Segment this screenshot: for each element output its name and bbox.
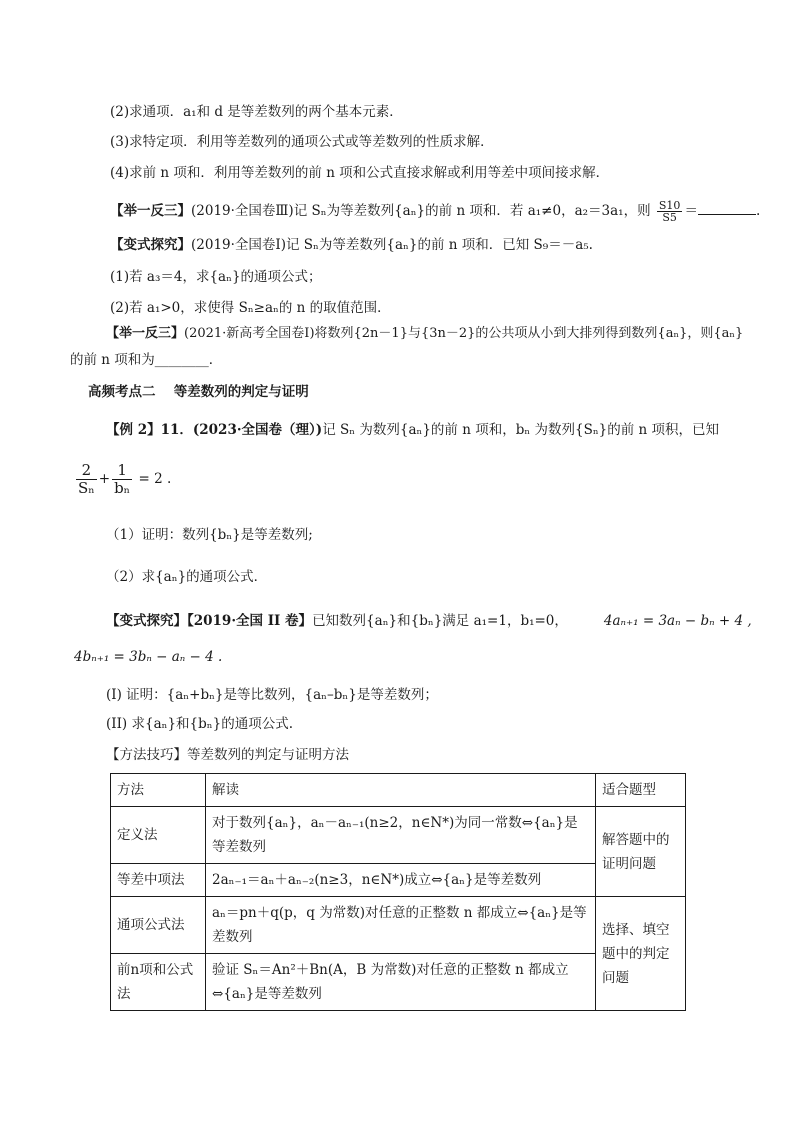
variant-label: 【变式探究】	[110, 237, 191, 253]
example-text: 记 Sₙ 为数列{aₙ}的前 n 项和，bₙ 为数列{Sₙ}的前 n 项积，已知	[322, 422, 720, 438]
variant-2	[106, 612, 752, 630]
practice-2-line2: 的前 n 项和为________．	[70, 352, 223, 368]
answer-blank	[698, 202, 756, 215]
fraction-numerator: 2	[76, 462, 97, 480]
practice-label: 【举一反三】	[106, 326, 185, 341]
desc-cell: 验证 Sₙ＝An²＋Bn(A，B 为常数)对任意的正整数 n 都成立⇔{aₙ}是等差数列	[206, 954, 596, 1011]
recurrence-a: 4aₙ₊₁ = 3aₙ − bₙ + 4 ,	[603, 613, 752, 629]
fraction-1-bn	[112, 462, 132, 497]
tips-title: 【方法技巧】等差数列的判定与证明方法	[106, 747, 349, 763]
type-cell: 选择、填空题中的判定问题	[596, 897, 686, 1011]
example-2-q2: （2）求{aₙ}的通项公式．	[106, 569, 268, 585]
table-row	[111, 897, 686, 954]
variant-2-q2: (II) 求{aₙ}和{bₙ}的通项公式.	[106, 716, 294, 732]
step-3: (3)求特定项．利用等差数列的通项公式或等差数列的性质求解．	[110, 134, 494, 150]
fraction-denominator: Sₙ	[78, 479, 95, 497]
method-cell: 等差中项法	[111, 864, 206, 897]
practice-2	[106, 325, 743, 343]
practice-1: 【举一反三】(2019·全国卷Ⅲ)记 Sₙ为等差数列{aₙ}的前 n 项和．若 a₁≠0，a₂＝3a₁，则 $\frac{S10}{S5}$ ＝ .	[110, 199, 761, 224]
variant-1-q2: (2)若 a₁>0，求使得 Sₙ≥aₙ的 n 的取值范围．	[110, 300, 391, 316]
table-row	[111, 807, 686, 864]
plus-sign: +	[98, 471, 111, 487]
example-2-q1: （1）证明：数列{bₙ}是等差数列;	[106, 527, 313, 543]
method-table	[110, 773, 686, 1011]
fraction-2-sn	[76, 462, 97, 497]
fraction-numerator: S10	[658, 199, 681, 212]
step-2: (2)求通项．a₁和 d 是等差数列的两个基本元素．	[110, 104, 403, 120]
example-2-condition	[74, 462, 171, 497]
method-cell: 定义法	[111, 807, 206, 864]
fraction-numerator: 1	[112, 462, 132, 480]
fraction-s10-s5	[657, 200, 683, 223]
desc-cell: aₙ＝pn＋q(p，q 为常数)对任意的正整数 n 都成立⇔{aₙ}是等差数列	[206, 897, 596, 954]
recurrence-b	[74, 648, 222, 666]
desc-cell: 2aₙ₋₁＝aₙ＋aₙ₋₂(n≥3，n∈N*)成立⇔{aₙ}是等差数列	[206, 864, 596, 897]
header-method: 方法	[111, 774, 206, 807]
header-type: 适合题型	[596, 774, 686, 807]
example-label: 【例 2】11．(2023·全国卷（理）)	[106, 422, 323, 438]
equals-sign: ＝	[684, 203, 698, 219]
practice-text: (2021·新高考全国卷Ⅰ)将数列{2n－1}与{3n－2}的公共项从小到大排列得到数列{aₙ}，则{aₙ}	[184, 326, 744, 341]
step-4: (4)求前 n 项和．利用等差数列的前 n 项和公式直接求解或利用等差中项间接求解．	[110, 165, 610, 181]
variant-2-q1: (I) 证明：{aₙ+bₙ}是等比数列，{aₙ–bₙ}是等差数列；	[106, 687, 438, 703]
recurrence-b-text: 4bₙ₊₁ = 3bₙ − aₙ − 4 .	[74, 649, 223, 665]
fraction-denominator: bₙ	[114, 479, 131, 497]
equation-tail: = 2 .	[138, 471, 172, 487]
variant-1-q1: (1)若 a₃＝4，求{aₙ}的通项公式；	[110, 269, 322, 285]
variant-text: 已知数列{aₙ}和{bₙ}满足 a₁=1，b₁=0，	[312, 613, 568, 629]
variant-text: (2019·全国卷Ⅰ)记 Sₙ为等差数列{aₙ}的前 n 项和．已知 S₉＝－a₅.	[191, 237, 593, 253]
fraction-denominator: S5	[662, 211, 677, 224]
method-cell: 通项公式法	[111, 897, 206, 954]
header-desc: 解读	[206, 774, 596, 807]
section-title: 高频考点二 等差数列的判定与证明	[88, 384, 309, 400]
method-cell: 前n项和公式法	[111, 954, 206, 1011]
table-header-row	[111, 774, 686, 807]
type-cell: 解答题中的证明问题	[596, 807, 686, 897]
practice-text: (2019·全国卷Ⅲ)记 Sₙ为等差数列{aₙ}的前 n 项和．若 a₁≠0，a₂＝3a₁，则	[191, 203, 651, 219]
practice-label: 【举一反三】	[110, 203, 191, 219]
example-2	[106, 421, 719, 439]
desc-cell: 对于数列{aₙ}，aₙ－aₙ₋₁(n≥2，n∈N*)为同一常数⇔{aₙ}是等差数列	[206, 807, 596, 864]
variant-1	[110, 236, 593, 254]
variant-label: 【变式探究】【2019·全国 II 卷】	[106, 613, 313, 629]
